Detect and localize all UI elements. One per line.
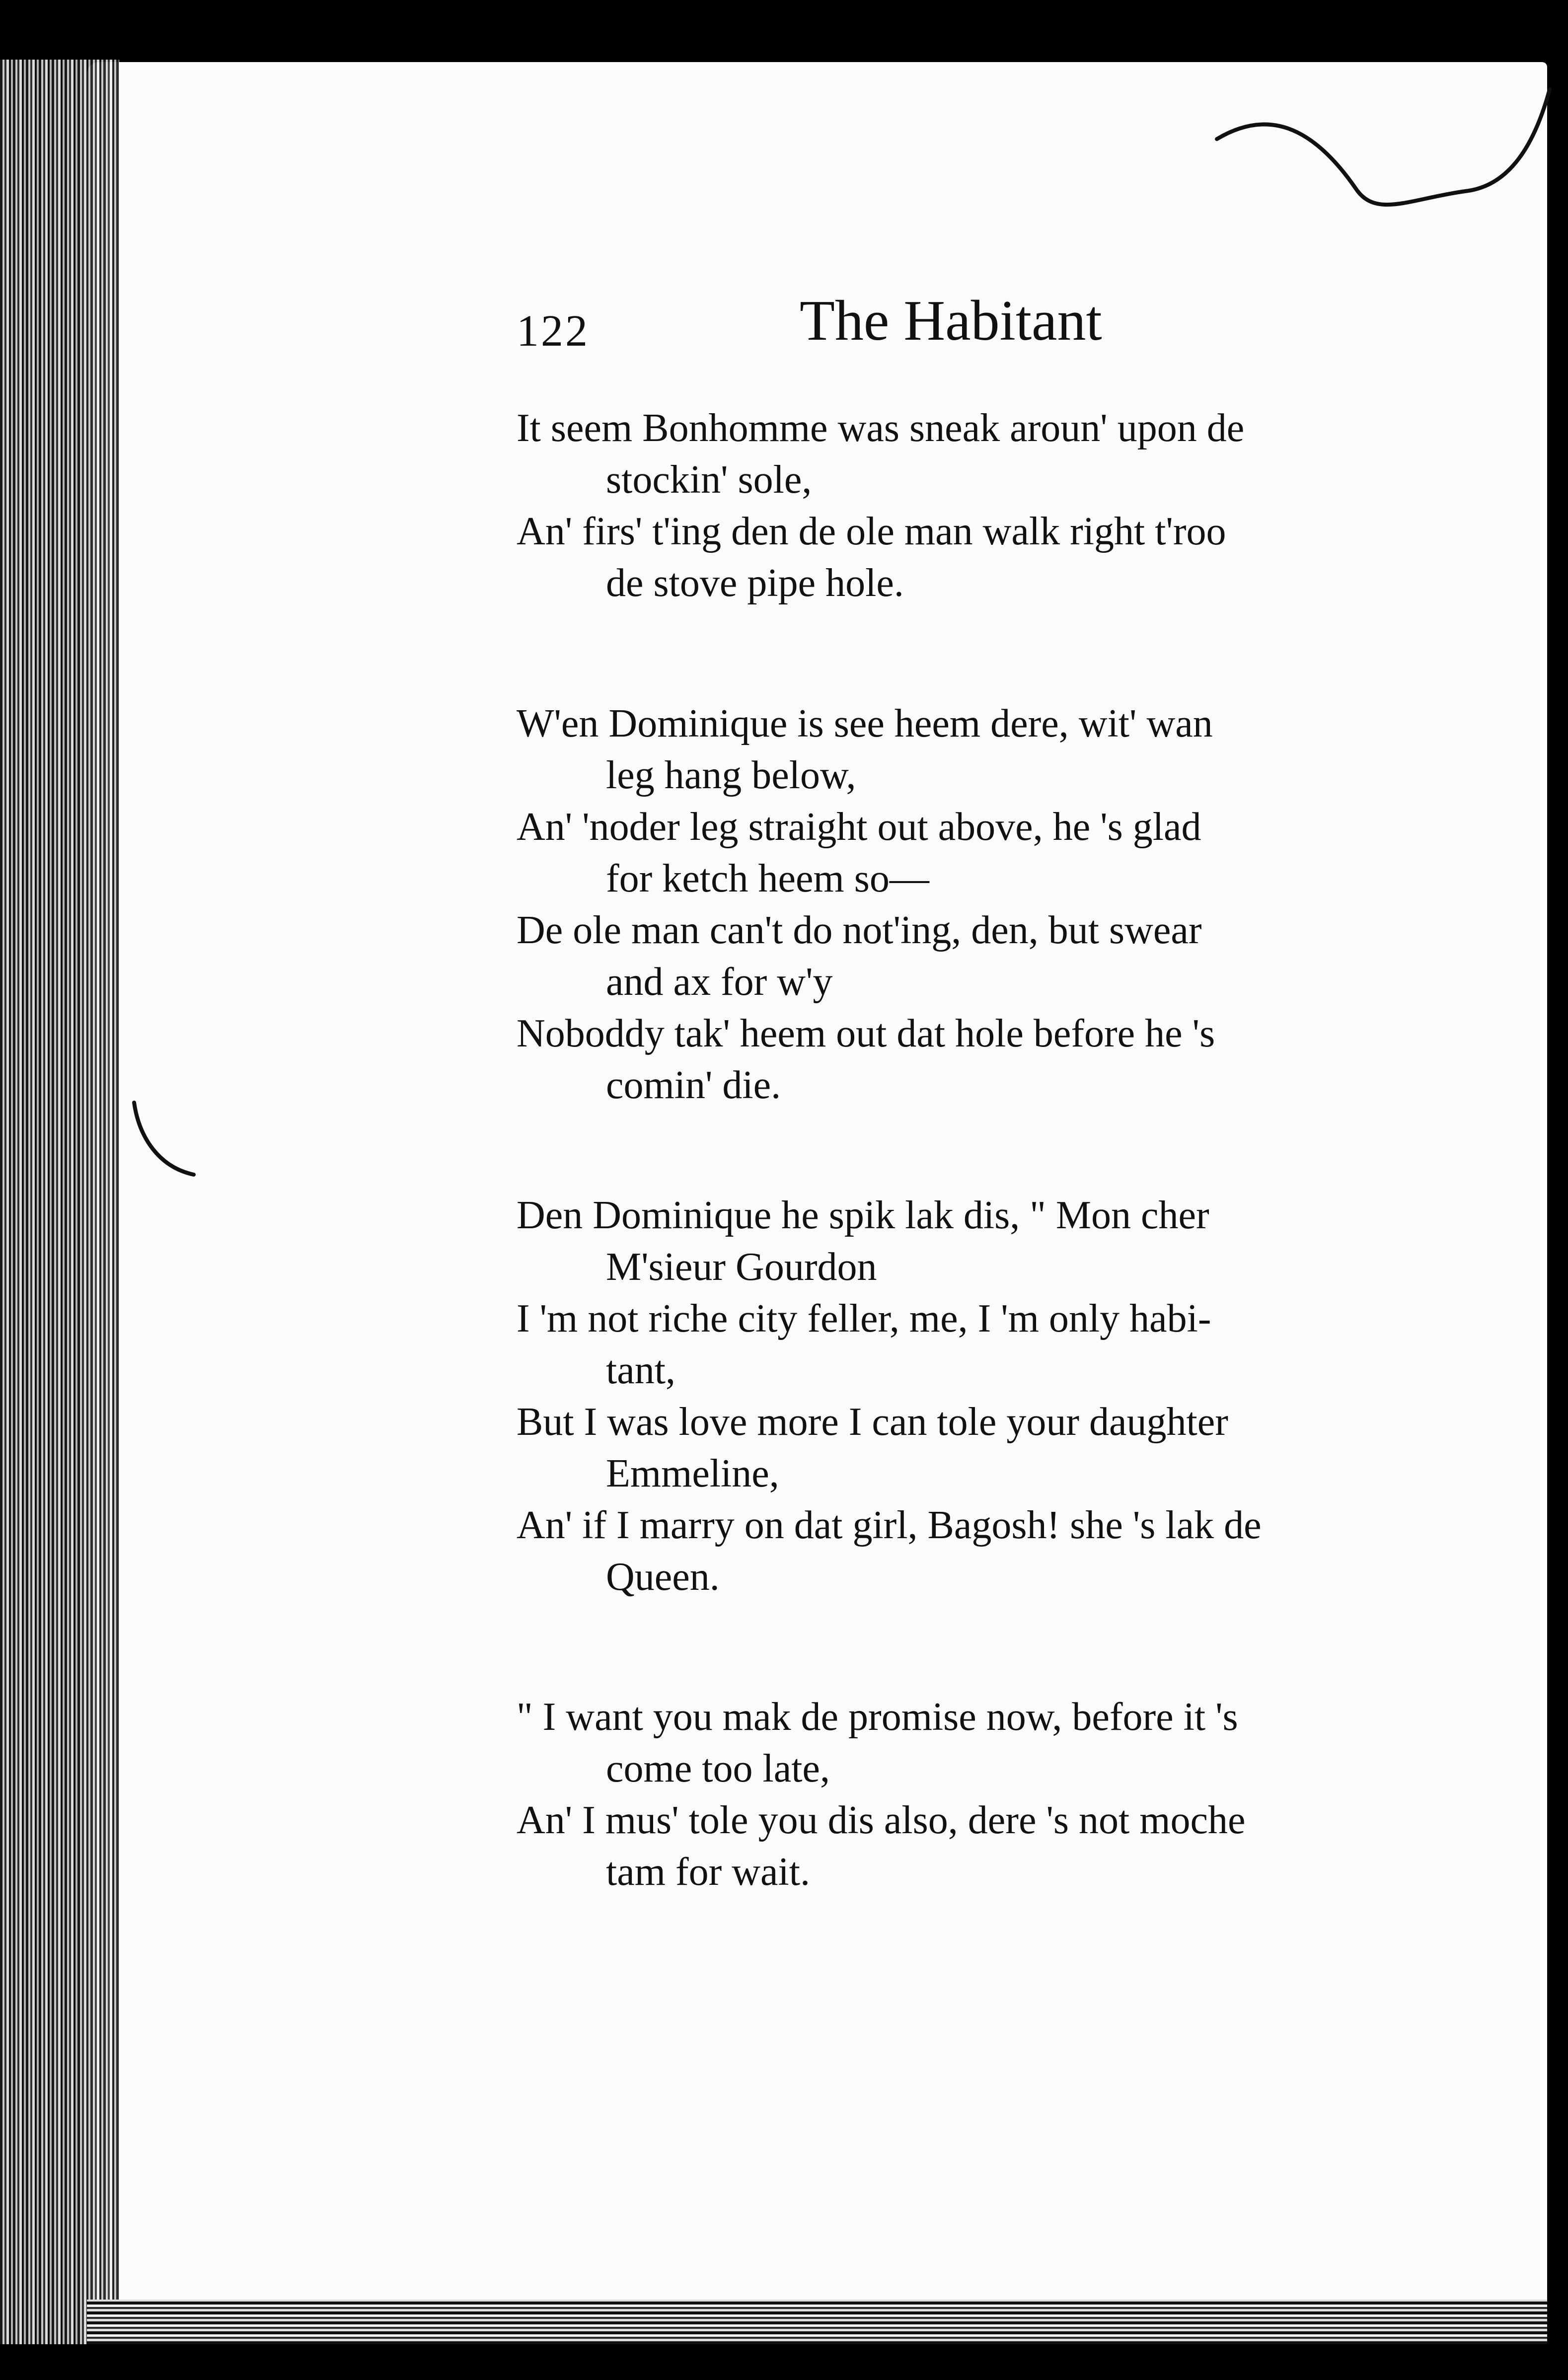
verse-line: " I want you mak de promise now, before it 's (517, 1695, 1238, 1739)
verse-line: An' firs' t'ing den de ole man walk right t'roo (517, 510, 1226, 553)
book-bottom-edge (87, 2300, 1547, 2344)
verse-line: An' I mus' tole you dis also, dere 's not moche (517, 1798, 1246, 1842)
verse-line: tam for wait. (606, 1850, 810, 1894)
running-title: The Habitant (800, 289, 1102, 353)
stanza (517, 402, 1460, 609)
verse-line: Den Dominique he spik lak dis, " Mon cher (517, 1193, 1209, 1237)
stanza (517, 1691, 1460, 1898)
verse-line: I 'm not riche city feller, me, I 'm only habi- (517, 1297, 1211, 1340)
verse-line: Noboddy tak' heem out dat hole before he 's (517, 1012, 1215, 1055)
verse-line: De ole man can't do not'ing, den, but swear (517, 908, 1202, 952)
verse-line: tant, (606, 1348, 675, 1392)
stanza (517, 698, 1460, 1111)
verse-line: stockin' sole, (606, 458, 812, 502)
verse-line: But I was love more I can tole your daughter (517, 1400, 1228, 1444)
verse-line: It seem Bonhomme was sneak aroun' upon de (517, 406, 1245, 450)
verse-line: for ketch heem so— (606, 857, 929, 900)
verse-line: de stove pipe hole. (606, 561, 904, 605)
verse-line: W'en Dominique is see heem dere, wit' wan (517, 702, 1213, 745)
margin-stroke-mark (124, 1093, 204, 1182)
verse-line: An' if I marry on dat girl, Bagosh! she 's lak de (517, 1503, 1262, 1547)
book-page-stack-edge (0, 60, 119, 2344)
verse-line: leg hang below, (606, 753, 856, 797)
verse-line: Emmeline, (606, 1452, 779, 1495)
stanza (517, 1190, 1460, 1603)
page-number: 122 (517, 306, 590, 356)
page-header (517, 288, 1212, 363)
pencil-scribble (1207, 70, 1555, 228)
verse-line: M'sieur Gourdon (606, 1245, 877, 1289)
verse-line: An' 'noder leg straight out above, he 's glad (517, 805, 1201, 849)
verse-line: come too late, (606, 1747, 830, 1790)
verse-line: comin' die. (606, 1063, 781, 1107)
verse-line: Queen. (606, 1555, 720, 1599)
verse-line: and ax for w'y (606, 960, 833, 1004)
